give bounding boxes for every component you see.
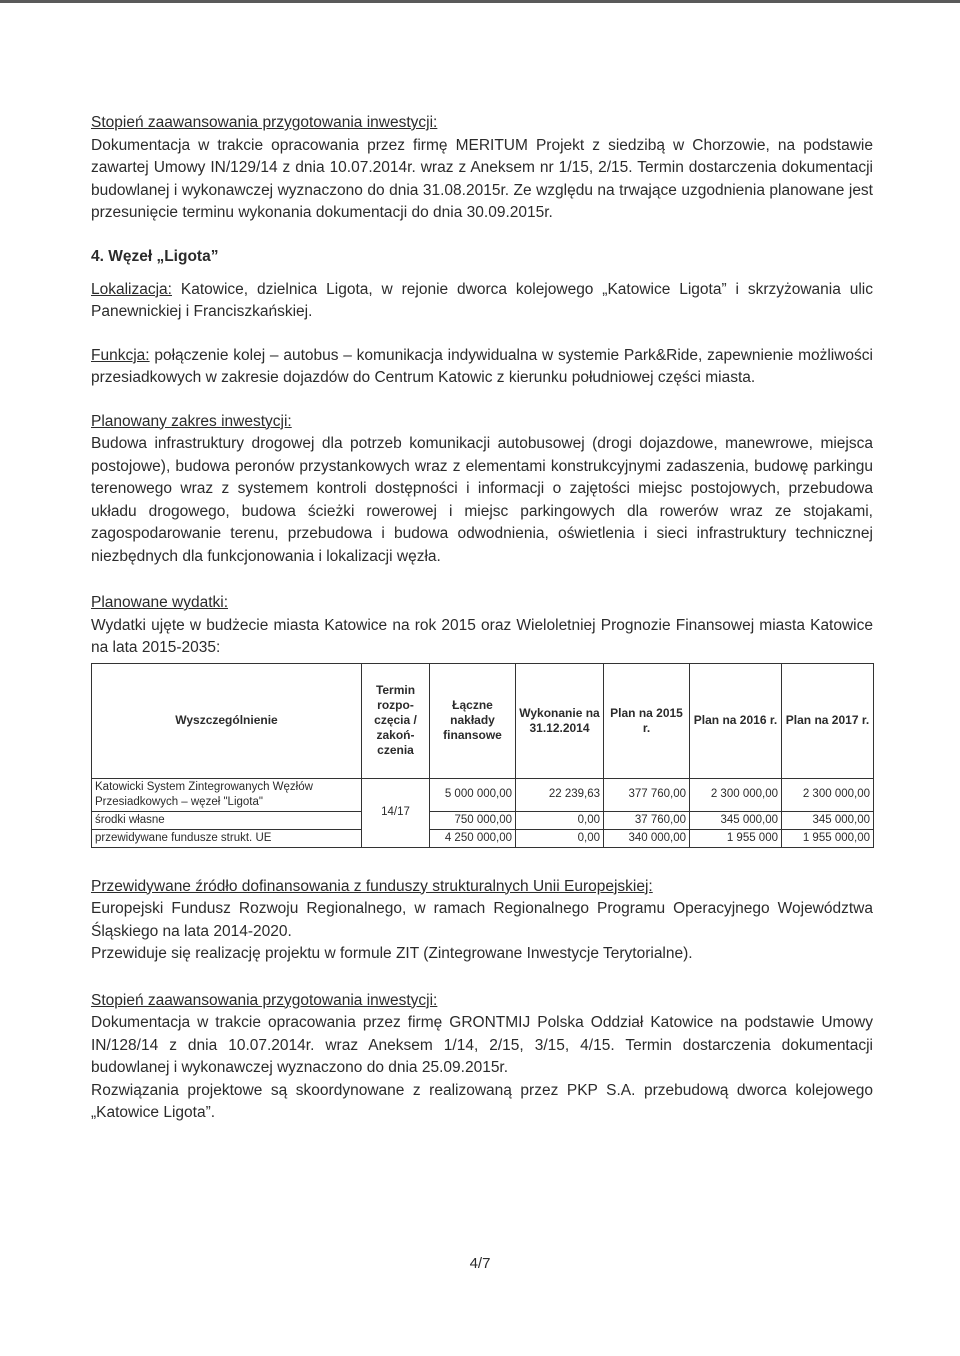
plan-2016-cell: 1 955 000	[690, 829, 782, 847]
table-header-row	[92, 663, 874, 778]
table-row	[92, 778, 874, 811]
plan-2015-cell: 340 000,00	[604, 829, 690, 847]
funkcja-text: połączenie kolej – autobus – komunikacja indywidualna w systemie Park&Ride, zapewnienie możliwości przesiadkowych w zakresie dojazdów do Centrum Katowic z kierunku południowej części miasta.	[91, 346, 873, 386]
plan-2016-cell: 345 000,00	[690, 811, 782, 829]
s1-heading: Stopień zaawansowania przygotowania inwestycji:	[91, 114, 438, 131]
s2-heading: Stopień zaawansowania przygotowania inwestycji:	[91, 991, 438, 1009]
lokalizacja-text: Katowice, dzielnica Ligota, w rejonie dworca kolejowego „Katowice Ligota” i skrzyżowania ulic Panewnickiej i Franciszkańskiej.	[91, 280, 873, 320]
header-cell: Plan na 2017 r.	[782, 663, 874, 778]
plan-2015-cell: 37 760,00	[604, 811, 690, 829]
zrodlo-heading: Przewidywane źródło dofinansowania z funduszy strukturalnych Unii Europejskiej:	[91, 877, 653, 895]
row-name-cell: przewidywane fundusze strukt. UE	[92, 829, 362, 847]
wydatki-text: Wydatki ujęte w budżecie miasta Katowice na rok 2015 oraz Wieloletniej Prognozie Finansowej miasta Katowice na lata 2015-2035:	[91, 616, 873, 656]
zrodlo-text2: Przewiduje się realizację projektu w formule ZIT (Zintegrowane Inwestycje Terytorialne).	[91, 945, 693, 962]
table-row	[92, 811, 874, 829]
funkcja-label: Funkcja:	[91, 346, 150, 364]
exec-cell: 0,00	[516, 811, 604, 829]
s1-text: Dokumentacja w trakcie opracowania przez firmę MERITUM Projekt z siedzibą w Chorzowie, na podstawie zawartej Umowy IN/129/14 z dnia 10.07.2014r. wraz z Aneksem nr 1/15, 2/15. Termin dostarczenia dokumentacji budowlanej i wykonawczej wyznaczono do dnia 31.08.2015r. Ze względu na trwające uzgodnienia planowane jest przesunięcie terminu wykonania dokumentacji do dnia 30.09.2015r.	[91, 136, 873, 221]
zakres-heading: Planowany zakres inwestycji:	[91, 412, 292, 430]
exec-cell: 22 239,63	[516, 778, 604, 811]
zrodlo-text: Europejski Fundusz Rozwoju Regionalnego, w ramach Regionalnego Programu Operacyjnego Województwa Śląskiego na lata 2014-2020.	[91, 900, 873, 940]
lokalizacja-paragraph	[91, 279, 873, 324]
header-cell: Termin rozpo-częcia / zakoń-czenia	[362, 663, 430, 778]
plan-2016-cell: 2 300 000,00	[690, 778, 782, 811]
row-name-cell: środki własne	[92, 811, 362, 829]
section-title: 4. Węzeł „Ligota”	[91, 247, 219, 265]
zakres-text: Budowa infrastruktury drogowej dla potrzeb komunikacji autobusowej (drogi dojazdowe, manewrowe, miejsca postojowe), budowa peronów przystankowych wraz z elementami konstrukcyjnymi zadaszenia, budowę parkingu terenowego wraz z systemem kontroli dostępności i informacji o zajętości miejsc postojowych, przebudowa układu drogowego, budowa ścieżki rowerowej i miejsc parkingowych dla rowerów wraz ze stojakami, zagospodarowanie terenu, przebudowa i budowa odwodnienia, oświetlenia i sieci infrastruktury technicznej niezbędnych dla funkcjonowania i lokalizacji węzła.	[91, 435, 873, 565]
header-cell: Łączne nakłady finansowe	[430, 663, 516, 778]
total-cell: 5 000 000,00	[430, 778, 516, 811]
wydatki-heading: Planowane wydatki:	[91, 594, 228, 611]
term-cell: 14/17	[362, 778, 430, 847]
page-number: 4/7	[469, 1255, 491, 1272]
funkcja-paragraph	[91, 345, 873, 390]
lokalizacja-label: Lokalizacja:	[91, 280, 172, 298]
total-cell: 750 000,00	[430, 811, 516, 829]
s2-text2: Rozwiązania projektowe są skoordynowane z realizowaną przez PKP S.A. przebudową dworca kolejowego „Katowice Ligota”.	[91, 1081, 873, 1121]
plan-2017-cell: 2 300 000,00	[782, 778, 874, 811]
plan-2015-cell: 377 760,00	[604, 778, 690, 811]
document-body	[91, 112, 873, 1125]
row-name-cell: Katowicki System Zintegrowanych Węzłów Przesiadkowych – węzeł "Ligota"	[92, 778, 362, 811]
expenditure-table	[91, 663, 874, 848]
s2-text: Dokumentacja w trakcie opracowania przez firmę GRONTMIJ Polska Oddział Katowice na podstawie Umowy IN/128/14 z dnia 10.07.2014r. wraz Aneksem 1/14, 2/15, 3/15, 4/15. Termin dostarczenia dokumentacji budowlanej i wykonawczej wyznaczono do dnia 25.09.2015r.	[91, 1014, 873, 1076]
header-cell: Wykonanie na 31.12.2014	[516, 663, 604, 778]
exec-cell: 0,00	[516, 829, 604, 847]
header-cell: Plan na 2016 r.	[690, 663, 782, 778]
total-cell: 4 250 000,00	[430, 829, 516, 847]
header-cell: Wyszczególnienie	[92, 663, 362, 778]
header-cell: Plan na 2015 r.	[604, 663, 690, 778]
table-row	[92, 829, 874, 847]
plan-2017-cell: 345 000,00	[782, 811, 874, 829]
top-border-line	[0, 0, 960, 3]
plan-2017-cell: 1 955 000,00	[782, 829, 874, 847]
